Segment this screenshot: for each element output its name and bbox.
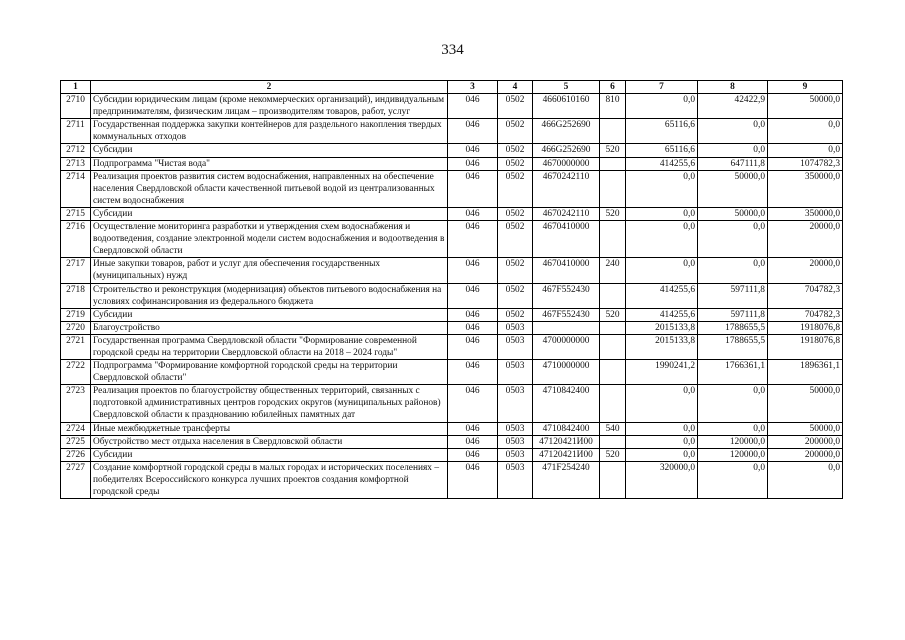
item-name-cell: Благоустройство — [91, 321, 448, 334]
table-row — [61, 119, 843, 144]
table-row — [61, 283, 843, 308]
amount-col8-cell: 120000,0 — [698, 448, 768, 461]
expense-type-cell: 810 — [600, 94, 626, 119]
target-code-cell: 4660610160 — [533, 94, 600, 119]
ministry-code-cell: 046 — [448, 385, 498, 422]
target-code-cell: 466G252690 — [533, 144, 600, 157]
ministry-code-cell: 046 — [448, 448, 498, 461]
column-header: 1 — [61, 81, 91, 94]
item-name-cell: Субсидии — [91, 308, 448, 321]
amount-col8-cell: 0,0 — [698, 385, 768, 422]
amount-col7-cell: 0,0 — [626, 94, 698, 119]
row-number-cell: 2710 — [61, 94, 91, 119]
ministry-code-cell: 046 — [448, 283, 498, 308]
table-row — [61, 435, 843, 448]
header-row — [61, 81, 843, 94]
amount-col7-cell: 0,0 — [626, 258, 698, 283]
amount-col9-cell: 350000,0 — [768, 170, 843, 207]
table-row — [61, 157, 843, 170]
amount-col9-cell: 350000,0 — [768, 207, 843, 220]
amount-col9-cell: 1896361,1 — [768, 360, 843, 385]
table-row — [61, 170, 843, 207]
target-code-cell: 4670242110 — [533, 170, 600, 207]
section-code-cell: 0503 — [498, 321, 533, 334]
amount-col8-cell: 647111,8 — [698, 157, 768, 170]
target-code-cell: 4710842400 — [533, 422, 600, 435]
expense-type-cell — [600, 435, 626, 448]
amount-col7-cell: 1990241,2 — [626, 360, 698, 385]
target-code-cell: 467F552430 — [533, 308, 600, 321]
amount-col9-cell: 50000,0 — [768, 422, 843, 435]
section-code-cell: 0502 — [498, 283, 533, 308]
amount-col8-cell: 0,0 — [698, 119, 768, 144]
target-code-cell — [533, 321, 600, 334]
amount-col8-cell: 0,0 — [698, 221, 768, 258]
item-name-cell: Подпрограмма "Формирование комфортной городской среды на территории Свердловской области" — [91, 360, 448, 385]
ministry-code-cell: 046 — [448, 308, 498, 321]
target-code-cell: 4670000000 — [533, 157, 600, 170]
amount-col7-cell: 65116,6 — [626, 144, 698, 157]
row-number-cell: 2712 — [61, 144, 91, 157]
row-number-cell: 2719 — [61, 308, 91, 321]
table-row — [61, 94, 843, 119]
amount-col8-cell: 50000,0 — [698, 170, 768, 207]
ministry-code-cell: 046 — [448, 360, 498, 385]
target-code-cell: 471F254240 — [533, 461, 600, 498]
expense-type-cell — [600, 385, 626, 422]
amount-col7-cell: 2015133,8 — [626, 321, 698, 334]
amount-col7-cell: 0,0 — [626, 221, 698, 258]
amount-col8-cell: 597111,8 — [698, 308, 768, 321]
target-code-cell: 4710842400 — [533, 385, 600, 422]
item-name-cell: Реализация проектов развития систем водоснабжения, направленных на обеспечение населения Свердловской области качественной питьевой водой из централизованных систем водоснабжения — [91, 170, 448, 207]
row-number-cell: 2720 — [61, 321, 91, 334]
amount-col8-cell: 0,0 — [698, 422, 768, 435]
section-code-cell: 0502 — [498, 119, 533, 144]
target-code-cell: 467F552430 — [533, 283, 600, 308]
column-header: 7 — [626, 81, 698, 94]
item-name-cell: Иные закупки товаров, работ и услуг для обеспечения государственных (муниципальных) нужд — [91, 258, 448, 283]
amount-col7-cell: 0,0 — [626, 170, 698, 207]
amount-col9-cell: 1074782,3 — [768, 157, 843, 170]
expense-type-cell — [600, 461, 626, 498]
amount-col9-cell: 50000,0 — [768, 94, 843, 119]
item-name-cell: Осуществление мониторинга разработки и утверждения схем водоснабжения и водоотведения, создание электронной модели систем водоснабжения и водоотведения в Свердловской области — [91, 221, 448, 258]
section-code-cell: 0502 — [498, 308, 533, 321]
expense-type-cell — [600, 119, 626, 144]
expense-type-cell — [600, 321, 626, 334]
ministry-code-cell: 046 — [448, 170, 498, 207]
amount-col8-cell: 1766361,1 — [698, 360, 768, 385]
item-name-cell: Государственная программа Свердловской области "Формирование современной городской среды на территории Свердловской области на 2018 – 2024 годы" — [91, 334, 448, 359]
table-row — [61, 360, 843, 385]
ministry-code-cell: 046 — [448, 157, 498, 170]
column-header: 9 — [768, 81, 843, 94]
expense-type-cell: 520 — [600, 308, 626, 321]
item-name-cell: Реализация проектов по благоустройству общественных территорий, связанных с подготовкой административных центров городских округов (муниципальных районов) Свердловской области к празднованию юбилейных памятных дат — [91, 385, 448, 422]
target-code-cell: 47120421И00 — [533, 435, 600, 448]
ministry-code-cell: 046 — [448, 422, 498, 435]
amount-col8-cell: 597111,8 — [698, 283, 768, 308]
row-number-cell: 2727 — [61, 461, 91, 498]
table-row — [61, 385, 843, 422]
column-header: 3 — [448, 81, 498, 94]
table-row — [61, 448, 843, 461]
amount-col7-cell: 0,0 — [626, 207, 698, 220]
section-code-cell: 0503 — [498, 385, 533, 422]
expense-type-cell — [600, 334, 626, 359]
ministry-code-cell: 046 — [448, 221, 498, 258]
row-number-cell: 2717 — [61, 258, 91, 283]
amount-col9-cell: 200000,0 — [768, 435, 843, 448]
row-number-cell: 2723 — [61, 385, 91, 422]
table-row — [61, 461, 843, 498]
amount-col8-cell: 1788655,5 — [698, 321, 768, 334]
table-row — [61, 334, 843, 359]
table-row — [61, 144, 843, 157]
column-header: 4 — [498, 81, 533, 94]
target-code-cell: 4670410000 — [533, 221, 600, 258]
table-row — [61, 308, 843, 321]
item-name-cell: Субсидии юридическим лицам (кроме некоммерческих организаций), индивидуальным предпринимателям, физическим лицам – производителям товаров, работ, услуг — [91, 94, 448, 119]
ministry-code-cell: 046 — [448, 119, 498, 144]
row-number-cell: 2721 — [61, 334, 91, 359]
amount-col8-cell: 0,0 — [698, 144, 768, 157]
ministry-code-cell: 046 — [448, 144, 498, 157]
ministry-code-cell: 046 — [448, 435, 498, 448]
expense-type-cell — [600, 170, 626, 207]
amount-col7-cell: 0,0 — [626, 422, 698, 435]
amount-col7-cell: 65116,6 — [626, 119, 698, 144]
amount-col9-cell: 0,0 — [768, 119, 843, 144]
target-code-cell: 466G252690 — [533, 119, 600, 144]
amount-col8-cell: 0,0 — [698, 461, 768, 498]
item-name-cell: Субсидии — [91, 448, 448, 461]
target-code-cell: 47120421И00 — [533, 448, 600, 461]
amount-col9-cell: 20000,0 — [768, 258, 843, 283]
table-row — [61, 321, 843, 334]
ministry-code-cell: 046 — [448, 207, 498, 220]
budget-table — [60, 80, 843, 499]
column-header: 5 — [533, 81, 600, 94]
item-name-cell: Субсидии — [91, 144, 448, 157]
section-code-cell: 0502 — [498, 221, 533, 258]
amount-col7-cell: 0,0 — [626, 385, 698, 422]
row-number-cell: 2722 — [61, 360, 91, 385]
section-code-cell: 0502 — [498, 207, 533, 220]
amount-col9-cell: 1918076,8 — [768, 321, 843, 334]
amount-col9-cell: 20000,0 — [768, 221, 843, 258]
amount-col7-cell: 414255,6 — [626, 157, 698, 170]
table-row — [61, 207, 843, 220]
target-code-cell: 4710000000 — [533, 360, 600, 385]
item-name-cell: Строительство и реконструкция (модернизация) объектов питьевого водоснабжения на условиях софинансирования из федерального бюджета — [91, 283, 448, 308]
section-code-cell: 0503 — [498, 435, 533, 448]
row-number-cell: 2718 — [61, 283, 91, 308]
section-code-cell: 0502 — [498, 258, 533, 283]
row-number-cell: 2711 — [61, 119, 91, 144]
amount-col7-cell: 0,0 — [626, 448, 698, 461]
amount-col7-cell: 414255,6 — [626, 283, 698, 308]
item-name-cell: Обустройство мест отдыха населения в Свердловской области — [91, 435, 448, 448]
amount-col8-cell: 1788655,5 — [698, 334, 768, 359]
expense-type-cell — [600, 221, 626, 258]
expense-type-cell: 540 — [600, 422, 626, 435]
table-row — [61, 221, 843, 258]
expense-type-cell — [600, 283, 626, 308]
amount-col8-cell: 42422,9 — [698, 94, 768, 119]
row-number-cell: 2724 — [61, 422, 91, 435]
amount-col7-cell: 414255,6 — [626, 308, 698, 321]
target-code-cell: 4670242110 — [533, 207, 600, 220]
expense-type-cell — [600, 360, 626, 385]
amount-col7-cell: 320000,0 — [626, 461, 698, 498]
ministry-code-cell: 046 — [448, 94, 498, 119]
row-number-cell: 2725 — [61, 435, 91, 448]
amount-col8-cell: 50000,0 — [698, 207, 768, 220]
row-number-cell: 2715 — [61, 207, 91, 220]
table-row — [61, 258, 843, 283]
expense-type-cell: 520 — [600, 207, 626, 220]
amount-col9-cell: 50000,0 — [768, 385, 843, 422]
expense-type-cell: 240 — [600, 258, 626, 283]
ministry-code-cell: 046 — [448, 258, 498, 283]
item-name-cell: Субсидии — [91, 207, 448, 220]
item-name-cell: Подпрограмма "Чистая вода" — [91, 157, 448, 170]
amount-col9-cell: 704782,3 — [768, 283, 843, 308]
expense-type-cell — [600, 157, 626, 170]
table-row — [61, 422, 843, 435]
row-number-cell: 2714 — [61, 170, 91, 207]
expense-type-cell: 520 — [600, 448, 626, 461]
ministry-code-cell: 046 — [448, 321, 498, 334]
section-code-cell: 0502 — [498, 94, 533, 119]
amount-col9-cell: 200000,0 — [768, 448, 843, 461]
amount-col8-cell: 120000,0 — [698, 435, 768, 448]
section-code-cell: 0502 — [498, 157, 533, 170]
ministry-code-cell: 046 — [448, 334, 498, 359]
section-code-cell: 0503 — [498, 422, 533, 435]
amount-col9-cell: 1918076,8 — [768, 334, 843, 359]
column-header: 8 — [698, 81, 768, 94]
section-code-cell: 0503 — [498, 461, 533, 498]
row-number-cell: 2713 — [61, 157, 91, 170]
section-code-cell: 0503 — [498, 334, 533, 359]
item-name-cell: Создание комфортной городской среды в малых городах и исторических поселениях – победителях Всероссийского конкурса лучших проектов создания комфортной городской среды — [91, 461, 448, 498]
amount-col7-cell: 2015133,8 — [626, 334, 698, 359]
amount-col9-cell: 0,0 — [768, 461, 843, 498]
column-header: 2 — [91, 81, 448, 94]
section-code-cell: 0502 — [498, 144, 533, 157]
amount-col9-cell: 0,0 — [768, 144, 843, 157]
amount-col8-cell: 0,0 — [698, 258, 768, 283]
target-code-cell: 4670410000 — [533, 258, 600, 283]
target-code-cell: 4700000000 — [533, 334, 600, 359]
expense-type-cell: 520 — [600, 144, 626, 157]
item-name-cell: Государственная поддержка закупки контейнеров для раздельного накопления твердых коммунальных отходов — [91, 119, 448, 144]
row-number-cell: 2726 — [61, 448, 91, 461]
table-body — [61, 94, 843, 499]
column-header: 6 — [600, 81, 626, 94]
section-code-cell: 0503 — [498, 448, 533, 461]
amount-col7-cell: 0,0 — [626, 435, 698, 448]
ministry-code-cell: 046 — [448, 461, 498, 498]
section-code-cell: 0502 — [498, 170, 533, 207]
section-code-cell: 0503 — [498, 360, 533, 385]
amount-col9-cell: 704782,3 — [768, 308, 843, 321]
row-number-cell: 2716 — [61, 221, 91, 258]
item-name-cell: Иные межбюджетные трансферты — [91, 422, 448, 435]
page-number: 334 — [441, 42, 464, 58]
